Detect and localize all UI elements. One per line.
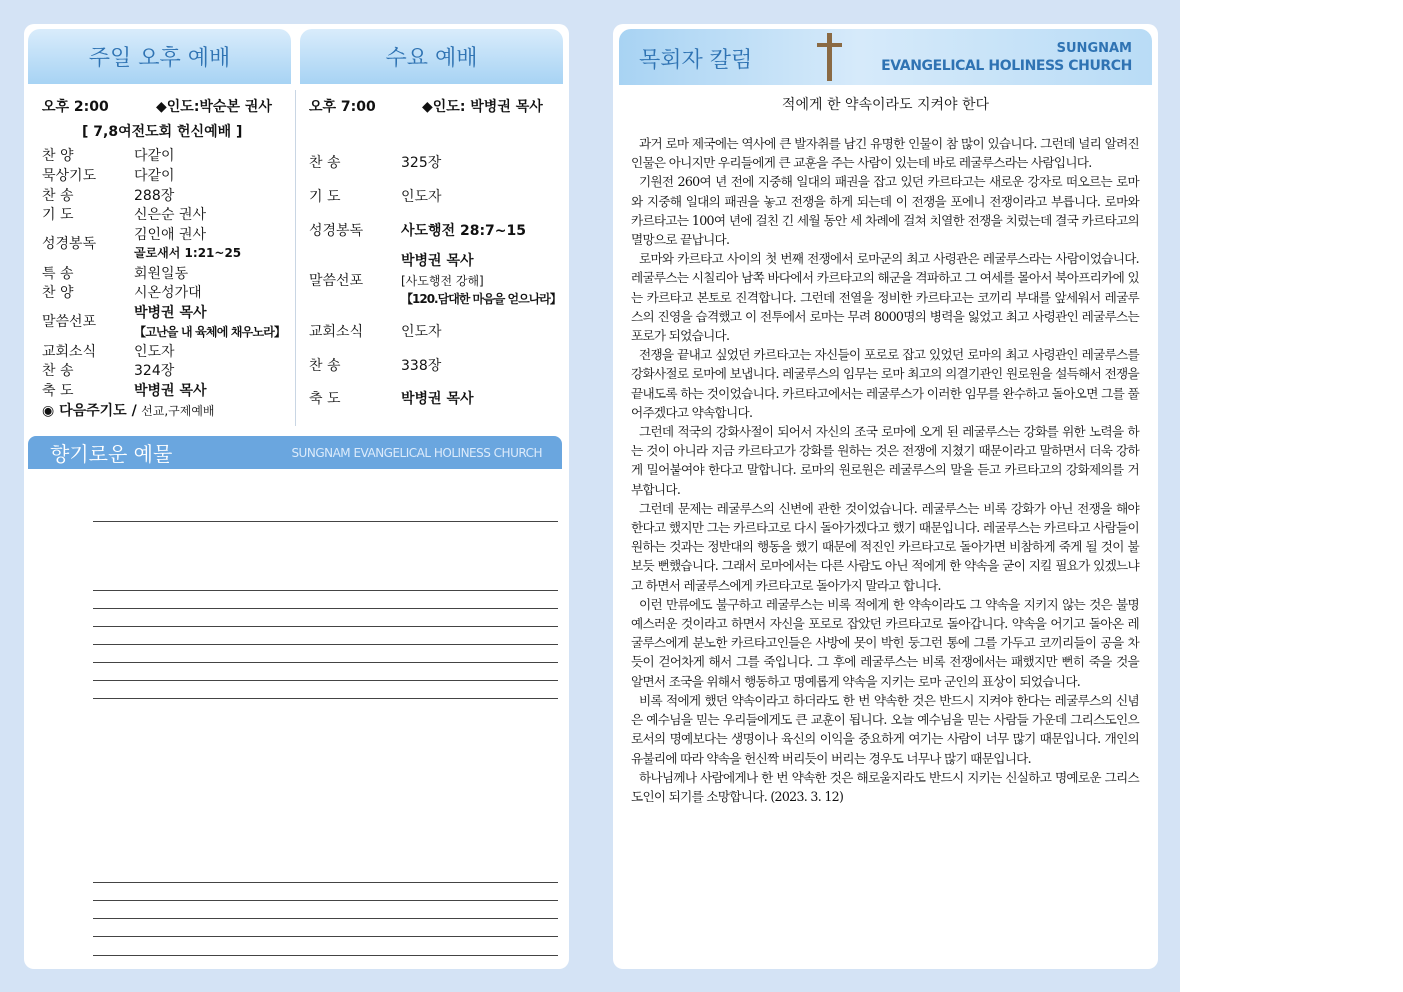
sunday-order: 오후 2:00 ◆인도:박순본 권사 [ 7,8여전도회 헌신예배 ] 찬 양 다같이 묵상기도 다같이 찬 송 288장 기 도 신은순 권사 성경봉독 김인애 권사 골로새서 1:21~25 특 송 회원일동 찬 양 시온성가대 말씀선포 박병권 목사 【고난을 내 육체에 채우노라】 교회소식 인도자 찬 송 324장 축 도 박병권 목사 ◉ 다음주기도 / 선교,구제예배 <box>42 96 292 426</box>
offering-line <box>93 680 558 681</box>
offering-church-name: SUNGNAM EVANGELICAL HOLINESS CHURCH <box>291 445 542 460</box>
sunday-leader: ◆인도:박순본 권사 <box>156 99 272 115</box>
offering-line <box>93 918 558 919</box>
column-paragraph: 이런 만류에도 불구하고 레굴루스는 비록 적에게 한 약속이라도 그 약속을 지키지 않는 것은 불명예스러운 것이라고 하면서 자신을 포로로 잡았던 카르타고로 돌아갑니다. 약속을 어기고 돌아온 레굴루스에게 분노한 카르타고인들은 사방에 못이 박힌 둥그런 통에 그를 가두고 코끼리들이 공을 차듯이 걷어차게 해서 그를 죽입니다. 그 후에 레굴루스는 비록 전쟁에서는 패했지만 뻔히 죽을 것을 알면서 조국을 위해서 행동하고 명예롭게 약속을 지키는 로마 군인의 표상이 되었습니다. <box>631 596 1139 689</box>
column-divider <box>295 90 296 426</box>
column-paragraph: 그런데 문제는 레굴루스의 신변에 관한 것이었습니다. 레굴루스는 비록 강화가 아닌 전쟁을 해야 한다고 했지만 그는 카르타고로 다시 돌아가겠다고 했기 때문입니다. 레굴루스는 카르타고 사람들이 원하는 것과는 정반대의 행동을 했기 때문에 적진인 카르타고로 돌아가면 비참하게 죽게 될 것이 불 보듯 뻔했습니다. 그래서 로마에서는 다른 사람도 아닌 적에게 한 약속을 굳이 지킬 필요가 있겠느냐고 하면서 레굴루스에게 카르타고로 돌아가지 말라고 합니다. <box>631 500 1139 593</box>
offering-line <box>93 644 558 645</box>
wednesday-time: 오후 7:00 <box>309 99 376 115</box>
offering-line <box>93 955 558 956</box>
sunday-special-service: [ 7,8여전도회 헌신예배 ] <box>82 124 243 140</box>
sunday-service-title: 주일 오후 예배 <box>88 46 231 71</box>
offering-line <box>93 590 558 591</box>
offering-title: 향기로운 예물 <box>50 442 173 466</box>
column-body <box>631 134 1139 806</box>
offering-line <box>93 900 558 901</box>
offering-header <box>28 436 562 469</box>
column-header <box>619 29 1152 85</box>
column-paragraph: 기원전 260여 년 전에 지중해 일대의 패권을 잡고 있던 카르타고는 새로운 강자로 떠오르는 로마와 지중해 일대의 패권을 놓고 전쟁을 하게 되는데 이 전쟁을 포에니 전쟁이라고 부릅니다. 로마와 카르타고는 100여 년에 걸친 긴 세월 동안 세 차례에 걸쳐 치열한 전쟁을 치렀는데 결국 카르타고의 멸망으로 끝납니다. <box>631 174 1139 248</box>
offering-line <box>93 882 558 883</box>
wednesday-order: 오후 7:00 ◆인도: 박병권 목사 찬 송 325장 기 도 인도자 성경봉독 사도행전 28:7~15 말씀선포 박병권 목사 [사도행전 강해] 【120.담대한 마음을 얻으나라】 교회소식 인도자 찬 송 338장 축 도 박병권 목사 <box>309 96 559 416</box>
wednesday-leader: ◆인도: 박병권 목사 <box>422 99 543 115</box>
wednesday-service-title: 수요 예배 <box>385 46 478 71</box>
offering-line <box>93 626 558 627</box>
offering-line <box>93 662 558 663</box>
offering-line <box>93 521 558 522</box>
column-subtitle: 적에게 한 약속이라도 지켜야 한다 <box>781 97 990 113</box>
cross-icon-bar <box>817 43 842 47</box>
church-name-line2: EVANGELICAL HOLINESS CHURCH <box>881 58 1132 74</box>
column-paragraph: 로마와 카르타고 사이의 첫 번째 전쟁에서 로마군의 최고 사령관은 레굴루스라는 사람이었습니다. 레굴루스는 시칠리아 남쪽 바다에서 카르타고의 해군을 격파하고 그 여세를 몰아서 북아프리카에 있는 카르타고 본토로 진격합니다. 그런데 전열을 정비한 카르타고는 코끼리 부대를 앞세워서 레굴루스의 진영을 습격했고 이 전투에서 로마는 무려 8000명의 병력을 잃었고 최고 사령관인 레굴루스는 포로가 되었습니다. <box>631 251 1139 344</box>
sunday-time: 오후 2:00 <box>42 99 109 115</box>
sunday-service-header <box>28 29 291 84</box>
wednesday-service-header <box>300 29 563 84</box>
column-paragraph: 하나님께나 사람에게나 한 번 약속한 것은 해로울지라도 반드시 지키는 신실하고 명예로운 그리스도인이 되기를 소망합니다. (2023. 3. 12) <box>631 769 1139 804</box>
offering-line <box>93 698 558 699</box>
next-week-prayer: ◉ 다음주기도 / 선교,구제예배 <box>42 403 215 419</box>
offering-line <box>93 936 558 937</box>
church-name-line1: SUNGNAM <box>1056 41 1132 56</box>
column-paragraph: 비록 적에게 했던 약속이라고 하더라도 한 번 약속한 것은 반드시 지켜야 한다는 레굴루스의 신념은 예수님을 믿는 우리들에게도 큰 교훈이 됩니다. 오늘 예수님을 믿는 사람들 가운데 그리스도인으로서의 명예보다는 생명이나 육신의 이익을 중요하게 여기는 사람이 너무 많기 때문입니다. 개인의 유불리에 따라 약속을 헌신짝 버리듯이 버리는 경우도 너무나 많기 때문입니다. <box>631 692 1139 766</box>
column-paragraph: 그런데 적국의 강화사절이 되어서 자신의 조국 로마에 오게 된 레굴루스는 강화를 위한 노력을 하는 것이 아니라 지금 카르타고가 강화를 원하는 것은 전쟁에 지쳤기 때문이라고 말하면서 더욱 강하게 밀어붙여야 한다고 말합니다. 로마의 원로원은 레굴루스의 말을 듣고 카르타고의 강화제의를 거부합니다. <box>631 424 1139 497</box>
offering-line <box>93 608 558 609</box>
column-title: 목회자 칼럼 <box>639 48 753 73</box>
cross-icon <box>827 33 832 81</box>
column-paragraph: 전쟁을 끝내고 싶었던 카르타고는 자신들이 포로로 잡고 있었던 로마의 최고 사령관인 레굴루스를 강화사절로 로마에 보냅니다. 레굴루스의 임무는 로마 최고의 의결기관인 원로원을 설득해서 전쟁을 끝내도록 하는 것이었습니다. 카르타고에서는 레굴루스가 이러한 임무를 완수하고 돌아오면 그를 풀어주겠다고 약속합니다. <box>631 347 1139 420</box>
column-paragraph: 과거 로마 제국에는 역사에 큰 발자취를 남긴 유명한 인물이 참 많이 있습니다. 그런데 널리 알려진 인물은 아니지만 우리들에게 큰 교훈을 주는 사람이 있는데 바로 레굴루스라는 사람입니다. <box>631 136 1139 171</box>
